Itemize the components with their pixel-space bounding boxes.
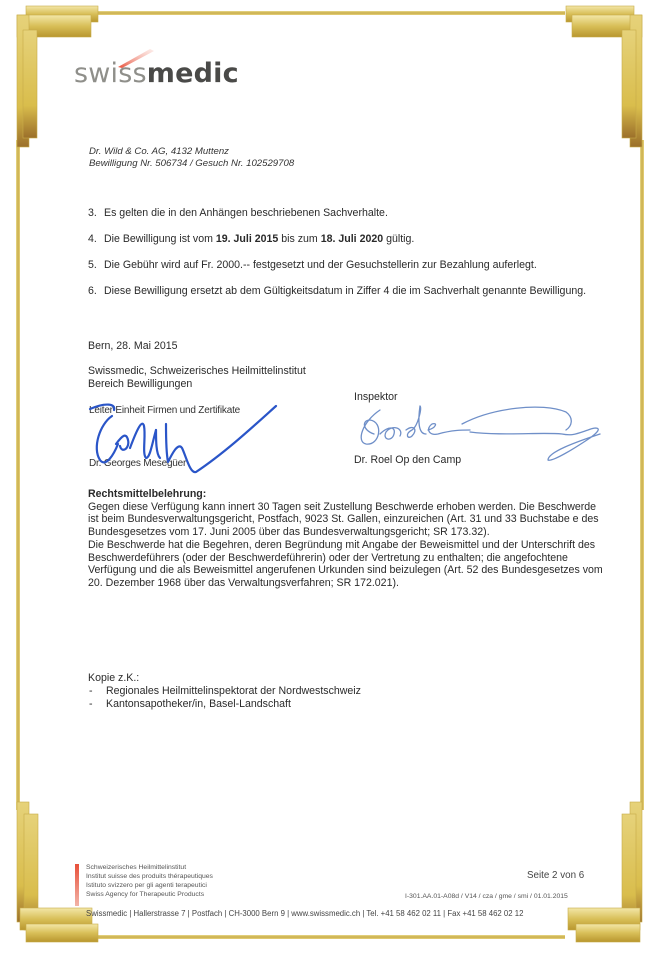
item-number: 3. <box>88 207 97 219</box>
footer-address: Swissmedic | Hallerstrasse 7 | Postfach | CH-3000 Bern 9 | www.swissmedic.ch | Tel. +41 58 462 02 11 | Fax +41 58 462 02 12 <box>86 909 524 918</box>
place-date: Bern, 28. Mai 2015 <box>88 340 178 352</box>
signatory-left-name: Dr. Georges Mesegüer <box>89 458 187 469</box>
document-reference: I-301.AA.01-A08d / V14 / cza / gme / smi / 01.01.2015 <box>405 893 568 900</box>
decision-item <box>88 233 598 246</box>
item-text <box>104 233 414 246</box>
signatory-right-title: Inspektor <box>354 391 398 403</box>
bullet-dash-icon: - <box>89 685 93 697</box>
addressee-block <box>89 146 294 170</box>
page-number: Seite 2 von 6 <box>527 870 585 881</box>
item-text: Die Gebühr wird auf Fr. 2000.-- festgesetzt und der Gesuchstellerin zur Bezahlung auferlegt. <box>104 259 537 271</box>
frame-corner-top-right <box>540 2 650 152</box>
decision-item <box>88 207 598 220</box>
issuer-block <box>88 365 306 391</box>
signatory-right-name: Dr. Roel Op den Camp <box>354 454 462 466</box>
signature-left-icon <box>86 396 286 476</box>
institute-name-en: Swiss Agency for Therapeutic Products <box>86 891 205 898</box>
issuer-department: Bereich Bewilligungen <box>88 378 193 390</box>
issuer-name: Swissmedic, Schweizerisches Heilmittelinstitut <box>88 365 306 377</box>
item-text-part: Die Bewilligung ist vom <box>104 233 216 245</box>
frame-right-line <box>640 140 644 810</box>
logo-text-medic: medic <box>146 58 239 89</box>
decision-item <box>88 259 598 272</box>
institute-name-de: Schweizerisches Heilmittelinstitut <box>86 864 187 871</box>
institute-name-it: Istituto svizzero per gli agenti terapeutici <box>86 882 207 889</box>
signatory-left-title: Leiter Einheit Firmen und Zertifikate <box>89 405 241 416</box>
copies-label: Kopie z.K.: <box>88 672 140 684</box>
institute-name-fr: Institut suisse des produits thérapeutiques <box>86 873 213 880</box>
item-text: Diese Bewilligung ersetzt ab dem Gültigkeitsdatum in Ziffer 4 die im Sachverhalt genannte Bewilligung. <box>104 285 587 297</box>
frame-left-line <box>16 140 20 810</box>
copy-recipient <box>88 698 361 711</box>
footer-institute-names <box>86 863 213 899</box>
decision-item <box>88 285 598 298</box>
copy-recipient-name: Kantonsapotheker/in, Basel-Landschaft <box>106 698 291 710</box>
validity-end-date: 18. Juli 2020 <box>320 233 384 245</box>
copy-recipient <box>88 685 361 698</box>
item-number: 5. <box>88 259 97 271</box>
item-number: 4. <box>88 233 97 245</box>
legal-remedy-notice <box>88 488 603 590</box>
validity-start-date: 19. Juli 2015 <box>215 233 279 245</box>
legal-paragraph-2: Die Beschwerde hat die Begehren, deren Begründung mit Angabe der Beweismittel und der Unterschrift des Beschwerdeführers (oder der Beschwerdeführerin) oder der Vertretung zu enthalten; die angefochtene Verfügung und die als Beweismittel angerufenen Urkunden sind beizulegen (Art. 52 des Bundesgesetzes vom 20. Dezember 1968 über das Verwaltungsverfahren; SR 172.021). <box>88 538 603 589</box>
logo-text-swiss: swiss <box>74 58 147 89</box>
item-text-part: bis zum <box>278 233 321 245</box>
copies-block <box>88 672 361 711</box>
signature-right-icon <box>352 400 612 470</box>
bullet-dash-icon: - <box>89 698 93 710</box>
item-number: 6. <box>88 285 97 297</box>
footer-brand-bar <box>75 864 79 906</box>
addressee-reference: Bewilligung Nr. 506734 / Gesuch Nr. 102529708 <box>89 158 295 169</box>
frame-top-line <box>95 11 565 15</box>
legal-title: Rechtsmittelbelehrung: <box>88 488 207 500</box>
frame-bottom-line <box>95 935 565 939</box>
item-text: Es gelten die in den Anhängen beschriebenen Sachverhalte. <box>104 207 388 219</box>
legal-paragraph-1: Gegen diese Verfügung kann innert 30 Tagen seit Zustellung Beschwerde erhoben werden. Die Beschwerde ist beim Bundesverwaltungsgericht, Postfach, 9023 St. Gallen, einzureichen (Art. 31 und 33 Buchstabe e des Bundesgesetzes vom 17. Juni 2005 über das Bundesverwaltungsgericht; SR 173.32). <box>88 500 599 539</box>
addressee-company: Dr. Wild & Co. AG, 4132 Muttenz <box>89 146 229 157</box>
item-text-part: gültig. <box>383 233 415 245</box>
copy-recipient-name: Regionales Heilmittelinspektorat der Nordwestschweiz <box>106 685 361 697</box>
decision-items <box>88 207 598 311</box>
